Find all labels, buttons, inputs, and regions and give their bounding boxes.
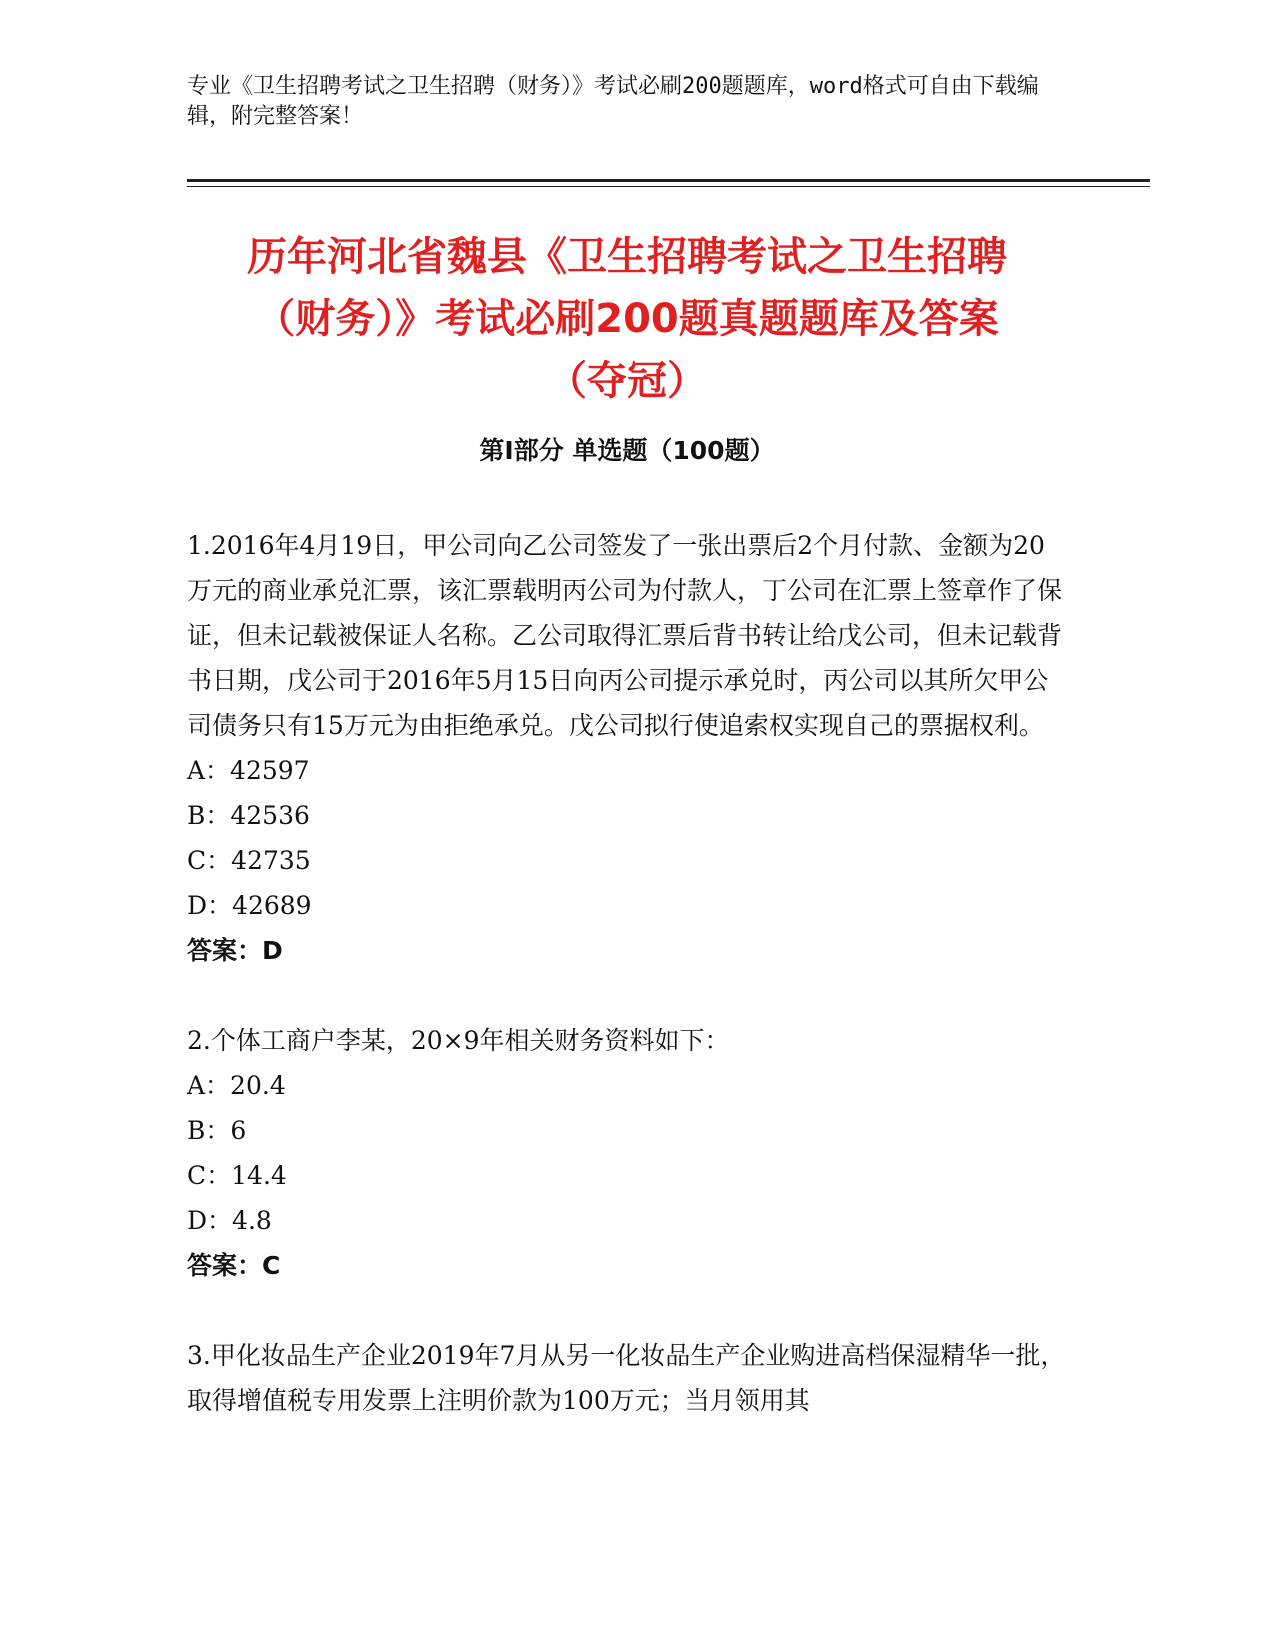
document-title [187, 226, 1067, 412]
question-spacer [187, 973, 1067, 1018]
question-spacer [187, 1288, 1067, 1333]
question-text: 2.个体工商户李某，20×9年相关财务资料如下： [187, 1026, 730, 1055]
answer: 答案：D [187, 936, 283, 965]
option-d: D：42689 [187, 891, 312, 920]
section-title: 第Ⅰ部分 单选题（100题） [479, 436, 775, 465]
answer: 答案：C [187, 1251, 281, 1280]
header-rule-thick [187, 179, 1150, 182]
document-title-line-3: （夺冠） [547, 358, 707, 404]
document-title-line-1: 历年河北省魏县《卫生招聘考试之卫生招聘 [247, 234, 1007, 280]
question-3 [187, 1333, 1067, 1423]
question-list [187, 523, 1067, 1423]
option-b: B：6 [187, 1116, 247, 1145]
option-a: A：42597 [187, 756, 310, 785]
option-c: C：42735 [187, 846, 311, 875]
question-text: 1.2016年4月19日，甲公司向乙公司签发了一张出票后2个月付款、金额为20万元的商业承兑汇票，该汇票载明丙公司为付款人，丁公司在汇票上签章作了保证，但未记载被保证人名称。乙公司取得汇票后背书转让给戊公司，但未记载背书日期，戊公司于2016年5月15日向丙公司提示承兑时，丙公司以其所欠甲公司债务只有15万元为由拒绝承兑。戊公司拟行使追索权实现自己的票据权利。 [187, 531, 1063, 740]
option-d: D：4.8 [187, 1206, 272, 1235]
question-2 [187, 1018, 1067, 1288]
header-rule-thin [187, 186, 1150, 187]
header-note: 专业《卫生招聘考试之卫生招聘（财务）》考试必刷200题题库，word格式可自由下载编辑，附完整答案！ [187, 74, 1039, 129]
question-1 [187, 523, 1067, 973]
option-b: B：42536 [187, 801, 310, 830]
question-text: 3.甲化妆品生产企业2019年7月从另一化妆品生产企业购进高档保湿精华一批，取得增值税专用发票上注明价款为100万元；当月领用其 [187, 1341, 1066, 1415]
option-a: A：20.4 [187, 1071, 286, 1100]
document-title-line-2: （财务）》考试必刷200题真题题库及答案 [255, 296, 999, 342]
option-c: C：14.4 [187, 1161, 287, 1190]
